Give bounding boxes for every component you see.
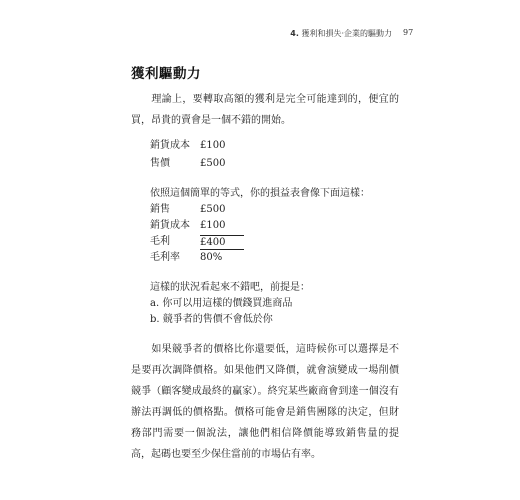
income-label: 銷貨成本 [150, 220, 190, 231]
chapter-number: 4. [290, 29, 299, 38]
example-label: 銷貨成本 [150, 140, 190, 151]
page-number: 97 [403, 28, 414, 37]
example-value: £100 [200, 140, 226, 151]
condition-item: a. 你可以用這樣的價錢買進商品 [150, 298, 293, 309]
income-value: 80% [200, 252, 223, 263]
conditions-intro: 這樣的狀況看起來不錯吧，前提是： [150, 282, 310, 293]
income-value: £100 [200, 220, 226, 231]
example-value: £500 [200, 158, 226, 169]
closing-paragraph [131, 339, 399, 465]
income-value: £500 [200, 204, 226, 215]
closing-paragraph-text: 如果競爭者的價格比你還要低，這時候你可以選擇是不是要再次調降價格。如果他們又降價，就會演變成一場削價競爭（顧客變成最終的贏家）。終究某些廠商會到達一個沒有辦法再調低的價格點。價格可能會是銷售團隊的決定，但財務部門需要一個說法，讓他們相信降價能導致銷售量的提高，起碼也要至少保住當前的市場佔有率。 [131, 344, 399, 460]
income-label: 銷售 [150, 204, 170, 215]
intro-paragraph-text: 理論上，要轉取高額的獲利是完全可能達到的，便宜的買，昂貴的賣會是一個不錯的開始。 [131, 94, 399, 126]
income-label: 毛利率 [150, 252, 180, 263]
section-title: 獲利驅動力 [131, 66, 201, 82]
equation-intro: 依照這個簡單的等式，你的損益表會像下面這樣： [150, 188, 370, 199]
running-head [0, 28, 520, 42]
condition-item: b. 競爭者的售價不會低於你 [150, 314, 273, 325]
gross-profit-value: £400 [200, 235, 244, 250]
example-label: 售價 [150, 158, 170, 169]
income-label: 毛利 [150, 236, 170, 247]
intro-paragraph [131, 89, 399, 131]
chapter-title: 獲利和損失·企業的驅動力 [301, 29, 392, 38]
running-title [290, 28, 392, 39]
